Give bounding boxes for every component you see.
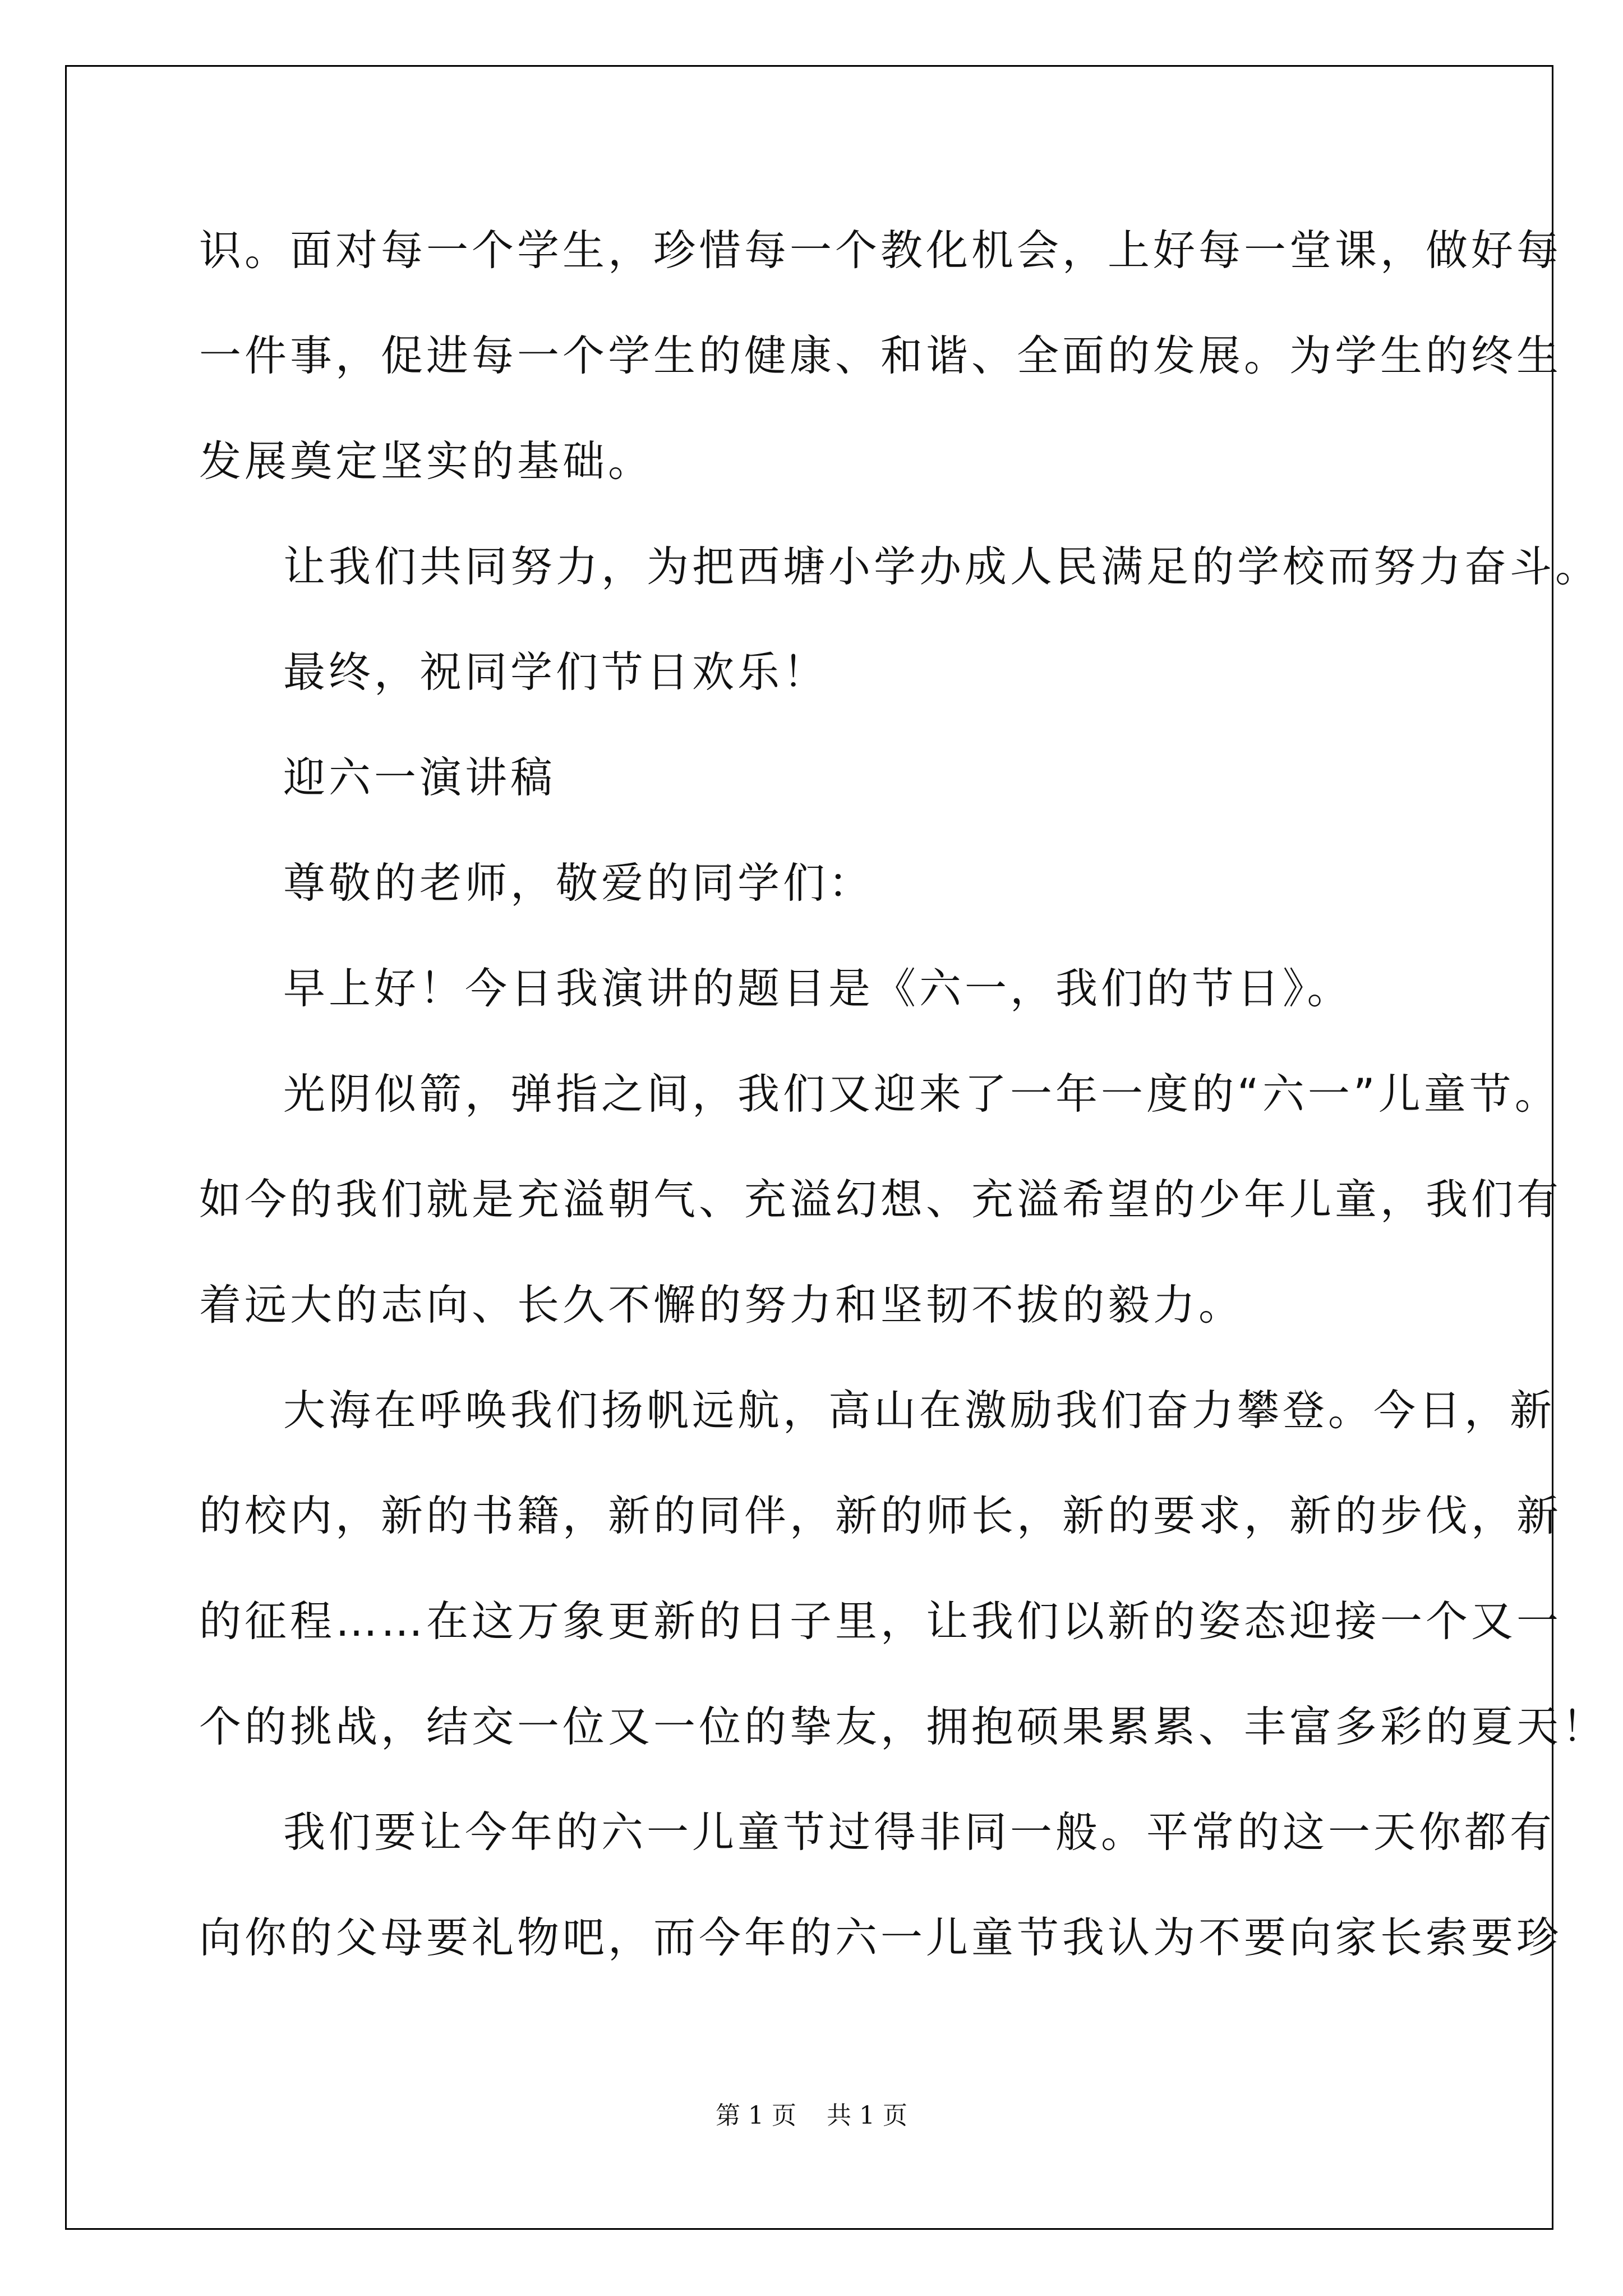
text-line: 个的挑战，结交一位又一位的挚友，拥抱硕果累累、丰富多彩的夏天！	[199, 1702, 1608, 1751]
text-line: 我们要让今年的六一儿童节过得非同一般。平常的这一天你都有	[283, 1807, 1556, 1857]
text-line: 早上好！今日我演讲的题目是《六一，我们的节日》。	[283, 964, 1353, 1013]
text-line: 的征程……在这万象更新的日子里，让我们以新的姿态迎接一个又一	[199, 1596, 1562, 1646]
text-line: 让我们共同努力，为把西塘小学办成人民满足的学校而努力奋斗。	[283, 542, 1601, 591]
text-line: 大海在呼唤我们扬帆远航，高山在激励我们奋力攀登。今日，新	[283, 1386, 1556, 1435]
page-footer	[0, 2099, 1623, 2133]
text-line: 向你的父母要礼物吧，而今年的六一儿童节我认为不要向家长索要珍	[199, 1913, 1562, 1962]
text-line: 着远大的志向、长久不懈的努力和坚韧不拔的毅力。	[199, 1280, 1244, 1329]
page-total: 共 1 页	[827, 2101, 907, 2130]
text-line: 最终，祝同学们节日欢乐！	[283, 647, 829, 697]
page-number: 第 1 页	[716, 2101, 796, 2130]
section-title: 迎六一演讲稿	[283, 753, 556, 802]
text-line: 识。面对每一个学生，珍惜每一个教化机会，上好每一堂课，做好每	[199, 226, 1562, 275]
document-body	[199, 197, 1608, 1990]
text-line: 的校内，新的书籍，新的同伴，新的师长，新的要求，新的步伐，新	[199, 1491, 1562, 1540]
salutation: 尊敬的老师，敬爱的同学们：	[283, 858, 874, 908]
text-line: 如今的我们就是充溢朝气、充溢幻想、充溢希望的少年儿童，我们有	[199, 1175, 1562, 1224]
text-line: 光阴似箭，弹指之间，我们又迎来了一年一度的“六一”儿童节。	[283, 1069, 1560, 1119]
text-line: 发展奠定坚实的基础。	[199, 436, 654, 486]
text-line: 一件事，促进每一个学生的健康、和谐、全面的发展。为学生的终生	[199, 331, 1562, 380]
